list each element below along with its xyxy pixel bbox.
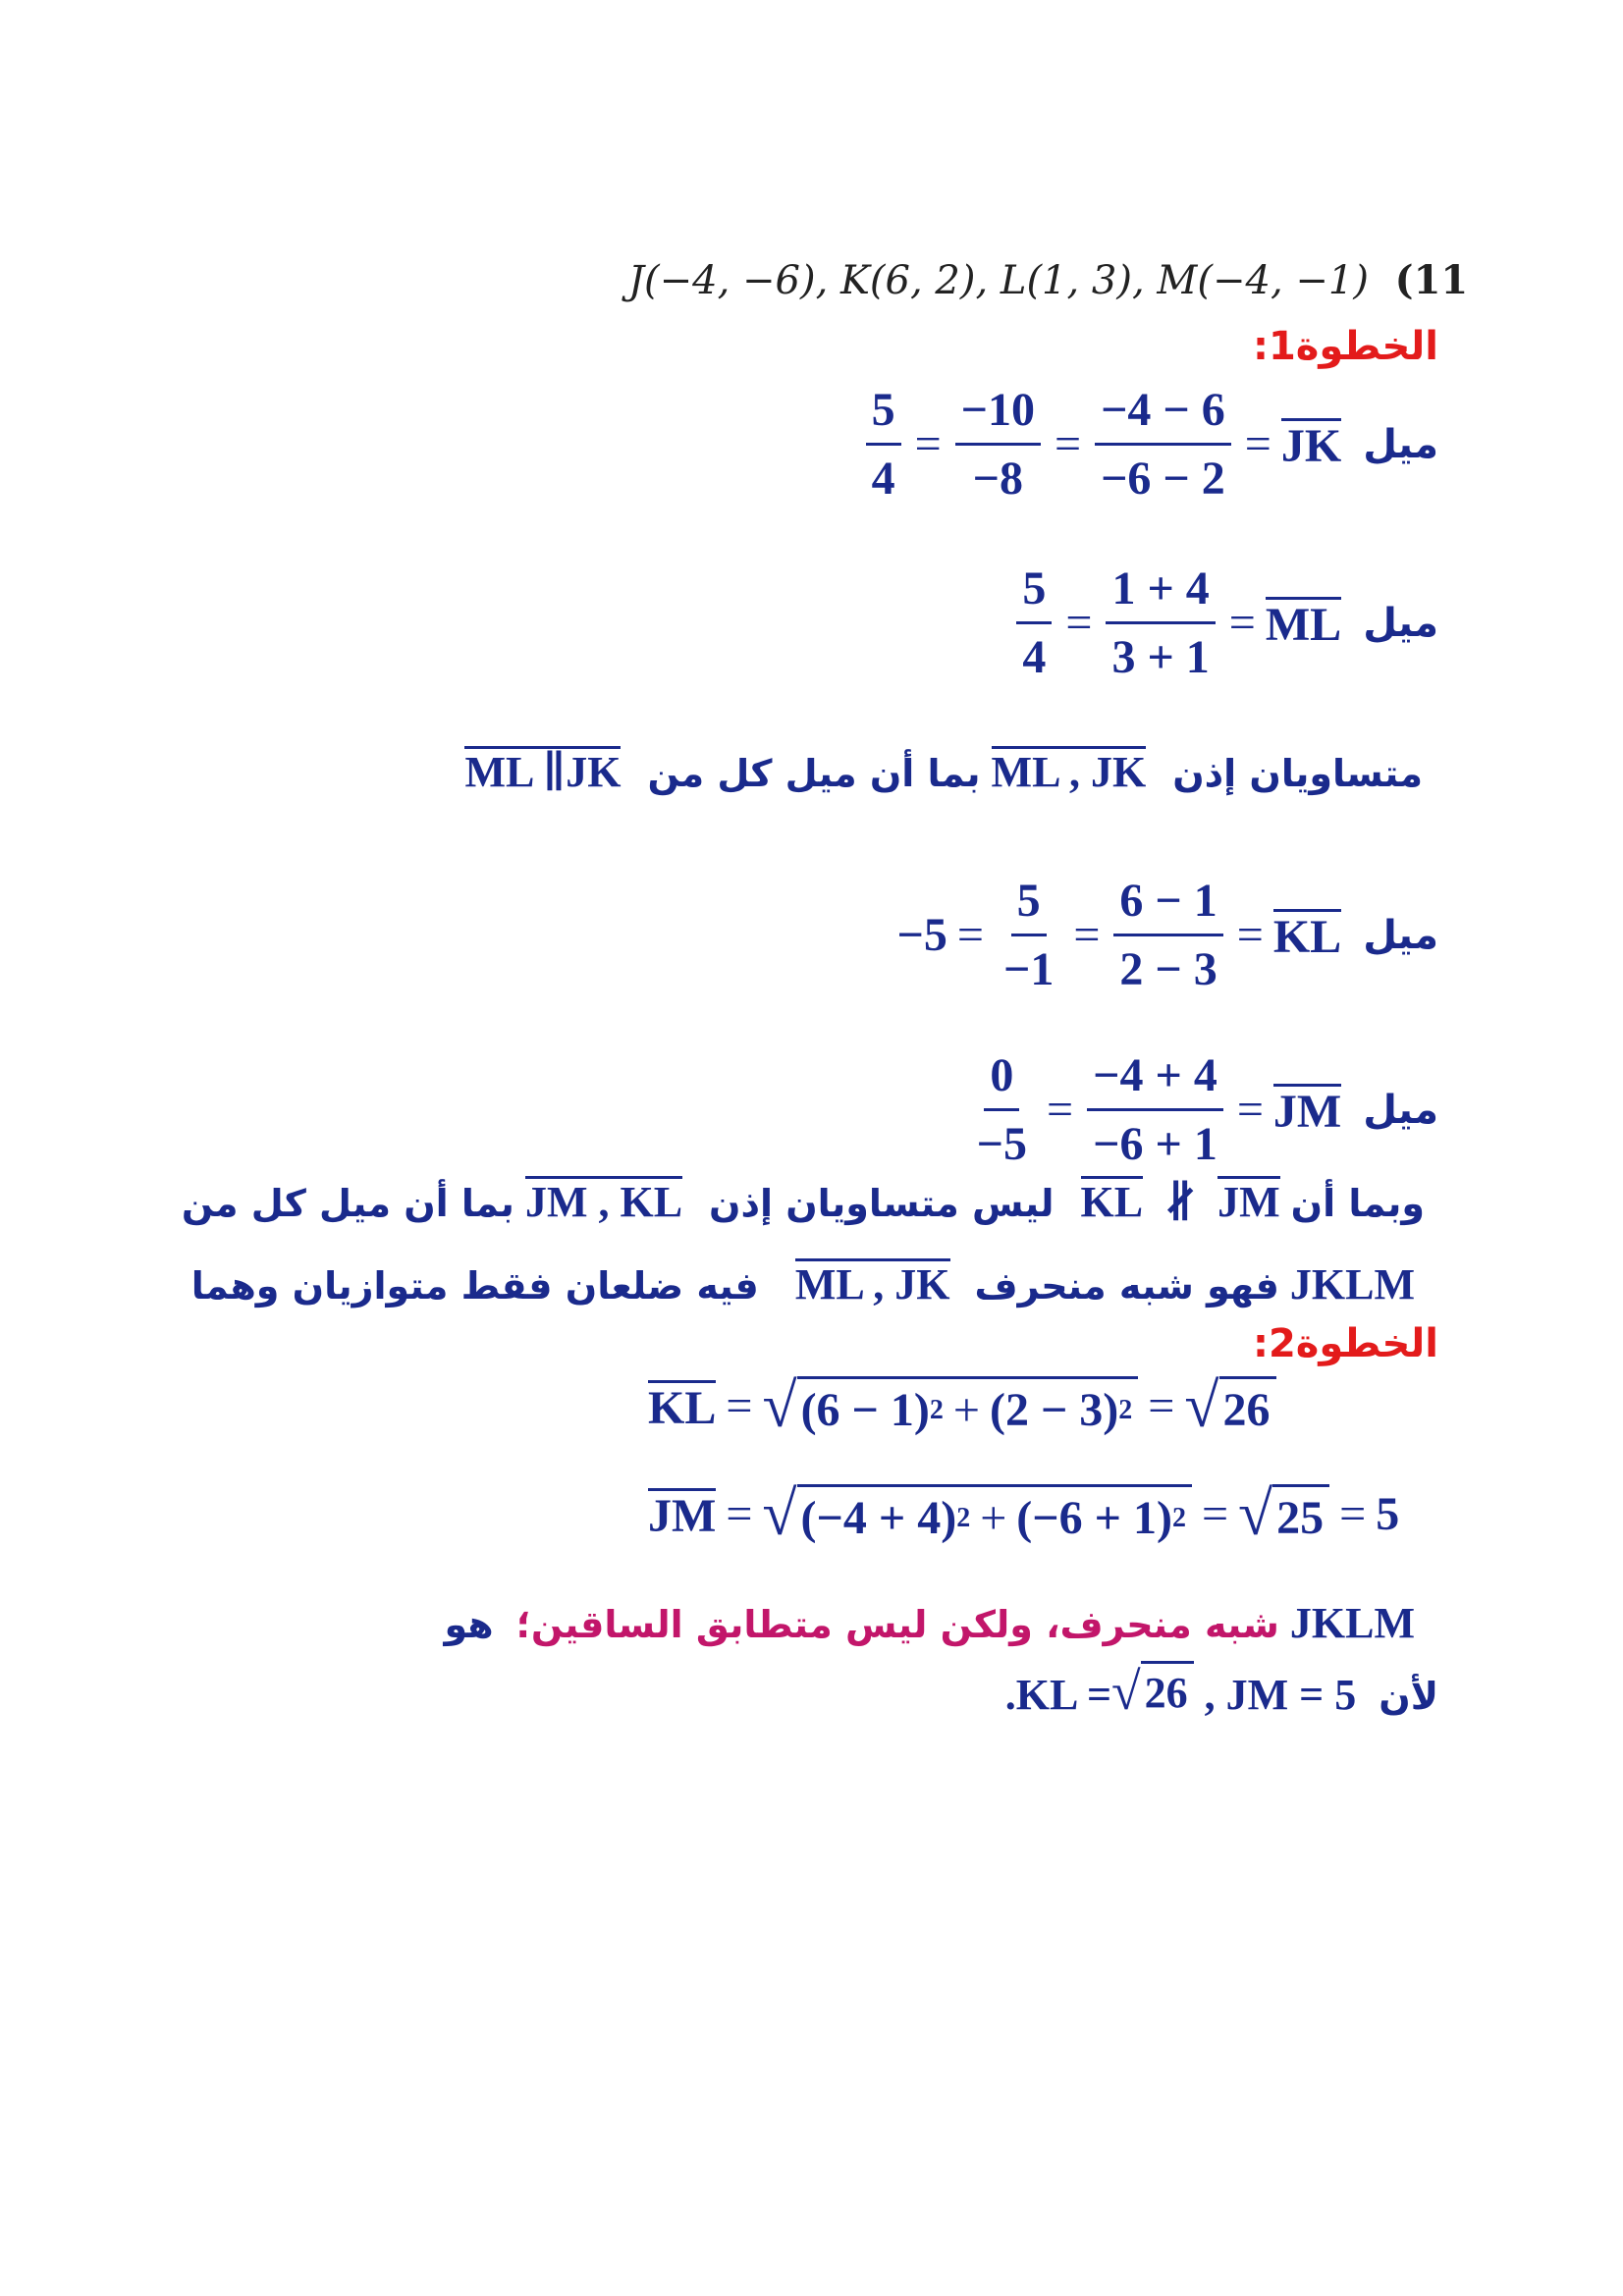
jm-dist-segment: JM (648, 1489, 717, 1542)
conclusion1-segs: ML , JK (991, 748, 1147, 796)
jm-segment: JM (1272, 1086, 1342, 1138)
final-mag-text: شبه منحرف، ولكن ليس متطابق الساقين؛ (515, 1603, 1279, 1646)
conclusion1-mid: متساويان إذن (1172, 752, 1423, 795)
because-word: لأن (1379, 1675, 1438, 1718)
final-jm-value: JM = 5 (1225, 1671, 1357, 1719)
distance-jm: JM = √ (−4 + 4) 2 + (−6 + 1) 2 = √ 25 = 5 (648, 1478, 1400, 1548)
kl-root-result: √ 26 (1184, 1374, 1275, 1437)
conclusion-trapezoid (191, 1258, 1415, 1309)
ml-segment: ML (1265, 599, 1342, 651)
distance-kl: KL = √ (6 − 1) 2 + (2 − 3) 2 = √ 26 (648, 1374, 1276, 1437)
step1-label: الخطوة1: (1252, 324, 1438, 369)
final-statement (432, 1598, 1415, 1648)
ml-result: $\frac{5}{4}$ (1016, 561, 1052, 684)
slope-jk: $\frac{5}{4}$ = $\frac{-10}{-8}$ = $\frac{-4 - 6}{-6 - 2}$ = JK ميل (862, 383, 1438, 506)
jk-result: $\frac{5}{4}$ (866, 383, 901, 506)
conclusion-parallel (464, 746, 1438, 797)
jm-expr1: $\frac{-4 + 4}{-6 + 1}$ (1087, 1048, 1223, 1171)
kl-expr1: $\frac{6 - 1}{2 - 3}$ (1113, 874, 1222, 996)
conclusion2-b: ليس متساويان إذن (709, 1182, 1055, 1225)
jk-expr2: $\frac{-10}{-8}$ (955, 383, 1041, 506)
slope-ml: $\frac{5}{4}$ = $\frac{1 + 4}{3 + 1}$ = ML ميل (1012, 561, 1438, 684)
conclusion3-segs: ML , JK (794, 1260, 950, 1308)
not-parallel-symbol: ∦ (1163, 1178, 1198, 1226)
kl-expr2: $\frac{5}{-1}$ (1002, 875, 1055, 995)
slope-kl: −5 = $\frac{5}{-1}$ = $\frac{6 - 1}{2 - 3}$ = KL ميل (896, 875, 1438, 995)
np-left: KL (1080, 1178, 1144, 1226)
kl-dist-segment: KL (648, 1381, 717, 1434)
final-kl-label: KL = (1015, 1671, 1112, 1719)
slope-jm: $\frac{0}{-5}$ = $\frac{-4 + 4}{-6 + 1}$ = JM ميل (967, 1048, 1438, 1171)
slope-word: ميل (1363, 912, 1438, 958)
final-shape: JKLM (1289, 1599, 1415, 1647)
problem-number: (11 (1394, 257, 1469, 303)
jm-radical: √ (−4 + 4) 2 + (−6 + 1) 2 (762, 1482, 1192, 1545)
conclusion2-c: وبما أن (1290, 1182, 1425, 1225)
kl-result: −5 (896, 909, 947, 961)
problem-points (628, 257, 1468, 303)
jm-root-result: √ 25 (1238, 1482, 1329, 1545)
final-sep: , (1204, 1671, 1216, 1719)
final-period: . (1004, 1671, 1016, 1719)
conclusion3-a: فيه ضلعان فقط متوازيان وهما (190, 1264, 759, 1308)
parallel-result: ML ∥JK (464, 748, 622, 796)
jk-segment: JK (1280, 420, 1342, 472)
conclusion2-a: بما أن ميل كل من (181, 1182, 514, 1225)
final-hw: هو (444, 1603, 494, 1646)
slope-word: ميل (1363, 600, 1438, 646)
final-reason (1005, 1661, 1438, 1720)
slope-word: ميل (1363, 1087, 1438, 1133)
conclusion3-b: فهو شبه منحرف (974, 1264, 1279, 1308)
kl-radical: √ (6 − 1) 2 + (2 − 3) 2 (762, 1374, 1138, 1437)
conclusion1-text: بما أن ميل كل من (647, 752, 981, 795)
jk-expr1: $\frac{-4 - 6}{-6 - 2}$ (1095, 383, 1231, 506)
step2-label: الخطوة2: (1252, 1321, 1438, 1366)
slope-word: ميل (1363, 421, 1438, 467)
np-right: JM (1217, 1178, 1280, 1226)
kl-segment: KL (1272, 911, 1342, 963)
points-text: J(−4, −6), K(6, 2), L(1, 3), M(−4, −1) (628, 258, 1369, 303)
jm-final-value: 5 (1376, 1487, 1400, 1540)
jm-result: $\frac{0}{-5}$ (976, 1049, 1028, 1170)
conclusion-not-parallel (166, 1176, 1438, 1227)
final-kl-root: √ 26 (1111, 1661, 1194, 1718)
conclusion2-segs: JM , KL (524, 1178, 683, 1226)
shape-name: JKLM (1289, 1260, 1415, 1308)
ml-expr1: $\frac{1 + 4}{3 + 1}$ (1106, 561, 1215, 684)
